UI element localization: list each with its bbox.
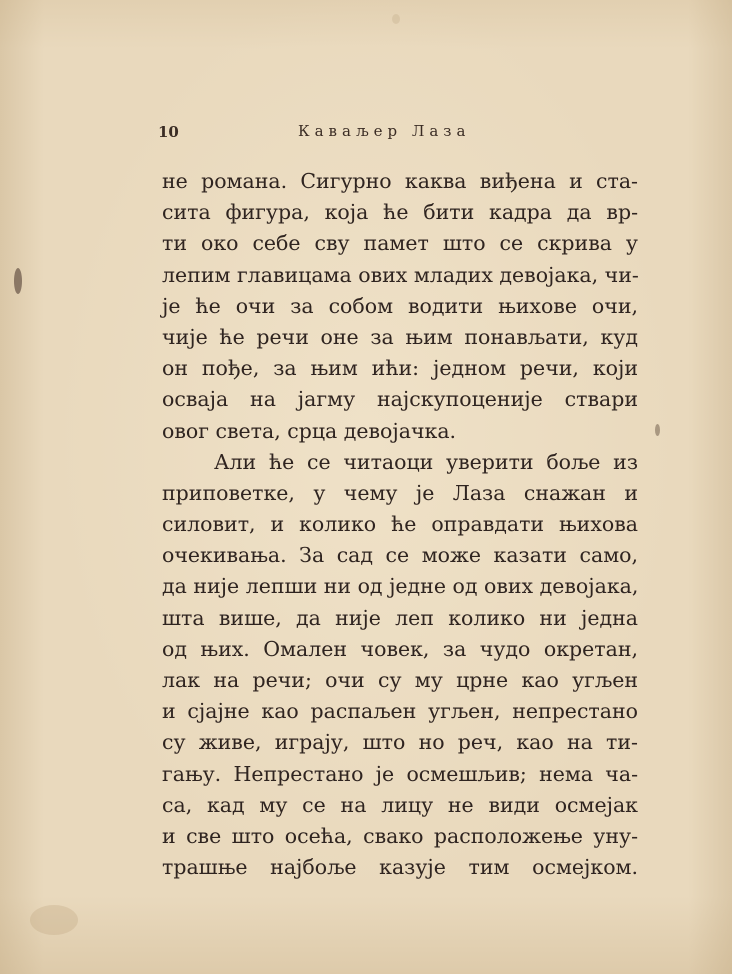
paragraph-2 <box>162 447 638 884</box>
text-line: Али ће се читаоци уверити боље из <box>214 449 638 474</box>
text-line: не романа. Сигурно каква виђена и ста- <box>162 169 638 193</box>
text-line: лак на речи; очи су му црне као угљен <box>162 668 638 692</box>
text-line: осваја на јагму најскупоценије ствари <box>162 387 638 412</box>
text-line: шта више, да није леп колико ни једна <box>162 605 638 630</box>
text-line: силовит, и колико ће оправдати њихова <box>162 512 638 537</box>
text-line: овог света, срца девојачка. <box>162 418 457 443</box>
text-line: су живе, играју, што но реч, као на ти- <box>162 730 638 755</box>
paper-spot <box>392 14 400 24</box>
paper-spot <box>30 905 78 935</box>
text-line: лепим главицама ових младих девојака, чи- <box>162 262 639 287</box>
text-line: сита фигура, која ће бити кадра да вр- <box>162 200 638 225</box>
text-line: очекивања. За сад се може казати само, <box>162 543 638 568</box>
text-line: и сјајне као распаљен угљен, непрестано <box>162 699 638 724</box>
running-head: Каваљер Лаза <box>298 122 471 140</box>
text-line: гању. Непрестано је осмешљив; нема ча- <box>162 761 638 786</box>
text-line: и све што осећа, свако расположење уну- <box>162 823 638 848</box>
text-line: приповетке, у чему је Лаза снажан и <box>162 480 638 505</box>
page-number: 10 <box>158 123 179 141</box>
paragraph-1 <box>162 166 638 447</box>
text-line: од њих. Омален човек, за чудо окретан, <box>162 636 638 661</box>
text-line: са, кад му се на лицу не види осмејак <box>162 792 638 817</box>
text-line: трашње најбоље казује тим осмејком. <box>162 855 638 880</box>
text-line: он пође, за њим ићи: једном речи, који <box>162 356 638 381</box>
text-line: чије ће речи оне за њим понављати, куд <box>162 324 638 349</box>
paper-spot <box>14 268 22 294</box>
text-line: да није лепши ни од једне од ових девојака, <box>162 574 639 599</box>
text-line: је ће очи за собом водити њихове очи, <box>162 293 638 318</box>
page-header <box>158 120 638 144</box>
body-text <box>162 166 638 883</box>
text-line: ти око себе сву памет што се скрива у <box>162 231 638 256</box>
paper-spot <box>655 424 660 436</box>
